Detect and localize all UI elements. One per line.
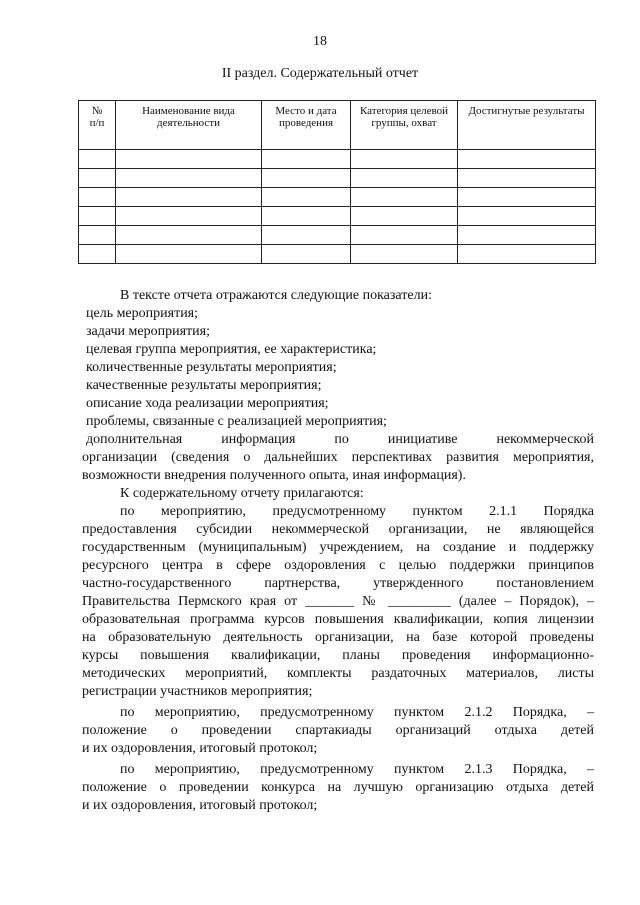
attachments-intro: К содержательному отчету прилагаются: bbox=[120, 486, 364, 501]
additional-info-line: возможности внедрения полученного опыта, иная информация). bbox=[82, 468, 466, 483]
table-body bbox=[79, 150, 596, 264]
attachment-211-line: образовательная программа курсов повышения квалификации, копия лицензии bbox=[82, 612, 594, 627]
indicator-item: цель мероприятия; bbox=[86, 306, 199, 321]
table-cell bbox=[79, 150, 116, 169]
attachment-211-line: регистрации участников мероприятия; bbox=[82, 684, 313, 699]
table-cell bbox=[458, 207, 596, 226]
table-cell bbox=[351, 226, 458, 245]
table-cell bbox=[79, 188, 116, 207]
section-title: II раздел. Содержательный отчет bbox=[221, 66, 419, 81]
table-cell bbox=[116, 188, 262, 207]
table-cell bbox=[262, 226, 351, 245]
table-cell bbox=[79, 226, 116, 245]
attachment-211-line: Правительства Пермского края от _______ № _________ (далее – Порядок), – bbox=[82, 594, 594, 609]
table-row bbox=[79, 150, 596, 169]
indicator-item: целевая группа мероприятия, ее характеристика; bbox=[86, 342, 377, 357]
table-row bbox=[79, 169, 596, 188]
table-cell bbox=[79, 245, 116, 264]
header-results: Достигнутые результаты bbox=[458, 101, 596, 150]
attachment-211-line: предоставления субсидии некоммерческой организации, не являющейся bbox=[82, 522, 594, 537]
report-table bbox=[78, 100, 596, 264]
table-row bbox=[79, 207, 596, 226]
attachment-211-line: ресурсного центра в сфере оздоровления с целью поддержки принципов bbox=[82, 558, 594, 573]
table-cell bbox=[458, 188, 596, 207]
indicator-item: проблемы, связанные с реализацией мероприятия; bbox=[86, 414, 387, 429]
table-cell bbox=[262, 150, 351, 169]
attachment-211-line: государственным (муниципальным) учреждением, на создание и поддержку bbox=[82, 540, 594, 555]
table-cell bbox=[79, 207, 116, 226]
attachment-213-line: положение о проведении конкурса на лучшую организацию отдыха детей bbox=[82, 780, 594, 795]
indicator-item: количественные результаты мероприятия; bbox=[86, 360, 337, 375]
indicator-item: качественные результаты мероприятия; bbox=[86, 378, 322, 393]
table-cell bbox=[262, 188, 351, 207]
header-activity: Наименование вида деятельности bbox=[116, 101, 262, 150]
table-row bbox=[79, 245, 596, 264]
indicator-item: задачи мероприятия; bbox=[86, 324, 210, 339]
table-cell bbox=[458, 226, 596, 245]
table-cell bbox=[458, 169, 596, 188]
indicators-intro: В тексте отчета отражаются следующие показатели: bbox=[120, 288, 432, 303]
table-cell bbox=[351, 245, 458, 264]
attachment-211-line: частно-государственного партнерства, утвержденного постановлением bbox=[82, 576, 594, 591]
attachment-213-line: по мероприятию, предусмотренному пунктом 2.1.3 Порядка, – bbox=[120, 762, 594, 777]
table-row bbox=[79, 226, 596, 245]
indicators-block bbox=[82, 287, 594, 815]
table-cell bbox=[116, 207, 262, 226]
header-target-group: Категория целевой группы, охват bbox=[351, 101, 458, 150]
table-cell bbox=[351, 150, 458, 169]
table-cell bbox=[458, 245, 596, 264]
attachment-211-line: по мероприятию, предусмотренному пунктом 2.1.1 Порядка bbox=[120, 504, 594, 519]
table-cell bbox=[262, 207, 351, 226]
header-place-date: Место и дата проведения bbox=[262, 101, 351, 150]
attachment-211-line: на образовательную деятельность организации, на базе которой проведены bbox=[82, 630, 594, 645]
table-cell bbox=[351, 169, 458, 188]
table-header-row bbox=[79, 101, 596, 150]
table-cell bbox=[79, 169, 116, 188]
table-cell bbox=[262, 169, 351, 188]
table-cell bbox=[458, 150, 596, 169]
attachment-212-line: положение о проведении спартакиады организаций отдыха детей bbox=[82, 723, 594, 738]
page-number: 18 bbox=[313, 34, 327, 49]
table-row bbox=[79, 188, 596, 207]
indicator-item: описание хода реализации мероприятия; bbox=[86, 396, 329, 411]
table-cell bbox=[116, 226, 262, 245]
attachment-211-line: методических мероприятий, комплекты раздаточных материалов, листы bbox=[82, 666, 594, 681]
table-cell bbox=[116, 150, 262, 169]
attachment-213-line: и их оздоровления, итоговый протокол; bbox=[82, 798, 318, 813]
table-cell bbox=[351, 207, 458, 226]
header-number: № п/п bbox=[79, 101, 116, 150]
table-cell bbox=[262, 245, 351, 264]
additional-info-line: организации (сведения о дальнейших перспективах развития мероприятия, bbox=[82, 450, 594, 465]
table-cell bbox=[116, 245, 262, 264]
table-cell bbox=[116, 169, 262, 188]
table-cell bbox=[351, 188, 458, 207]
attachment-212-line: по мероприятию, предусмотренному пунктом 2.1.2 Порядка, – bbox=[120, 705, 594, 720]
attachment-212-line: и их оздоровления, итоговый протокол; bbox=[82, 741, 318, 756]
attachment-211-line: курсы повышения квалификации, планы проведения информационно- bbox=[82, 648, 594, 663]
additional-info-line: дополнительная информация по инициативе некоммерческой bbox=[86, 432, 594, 447]
